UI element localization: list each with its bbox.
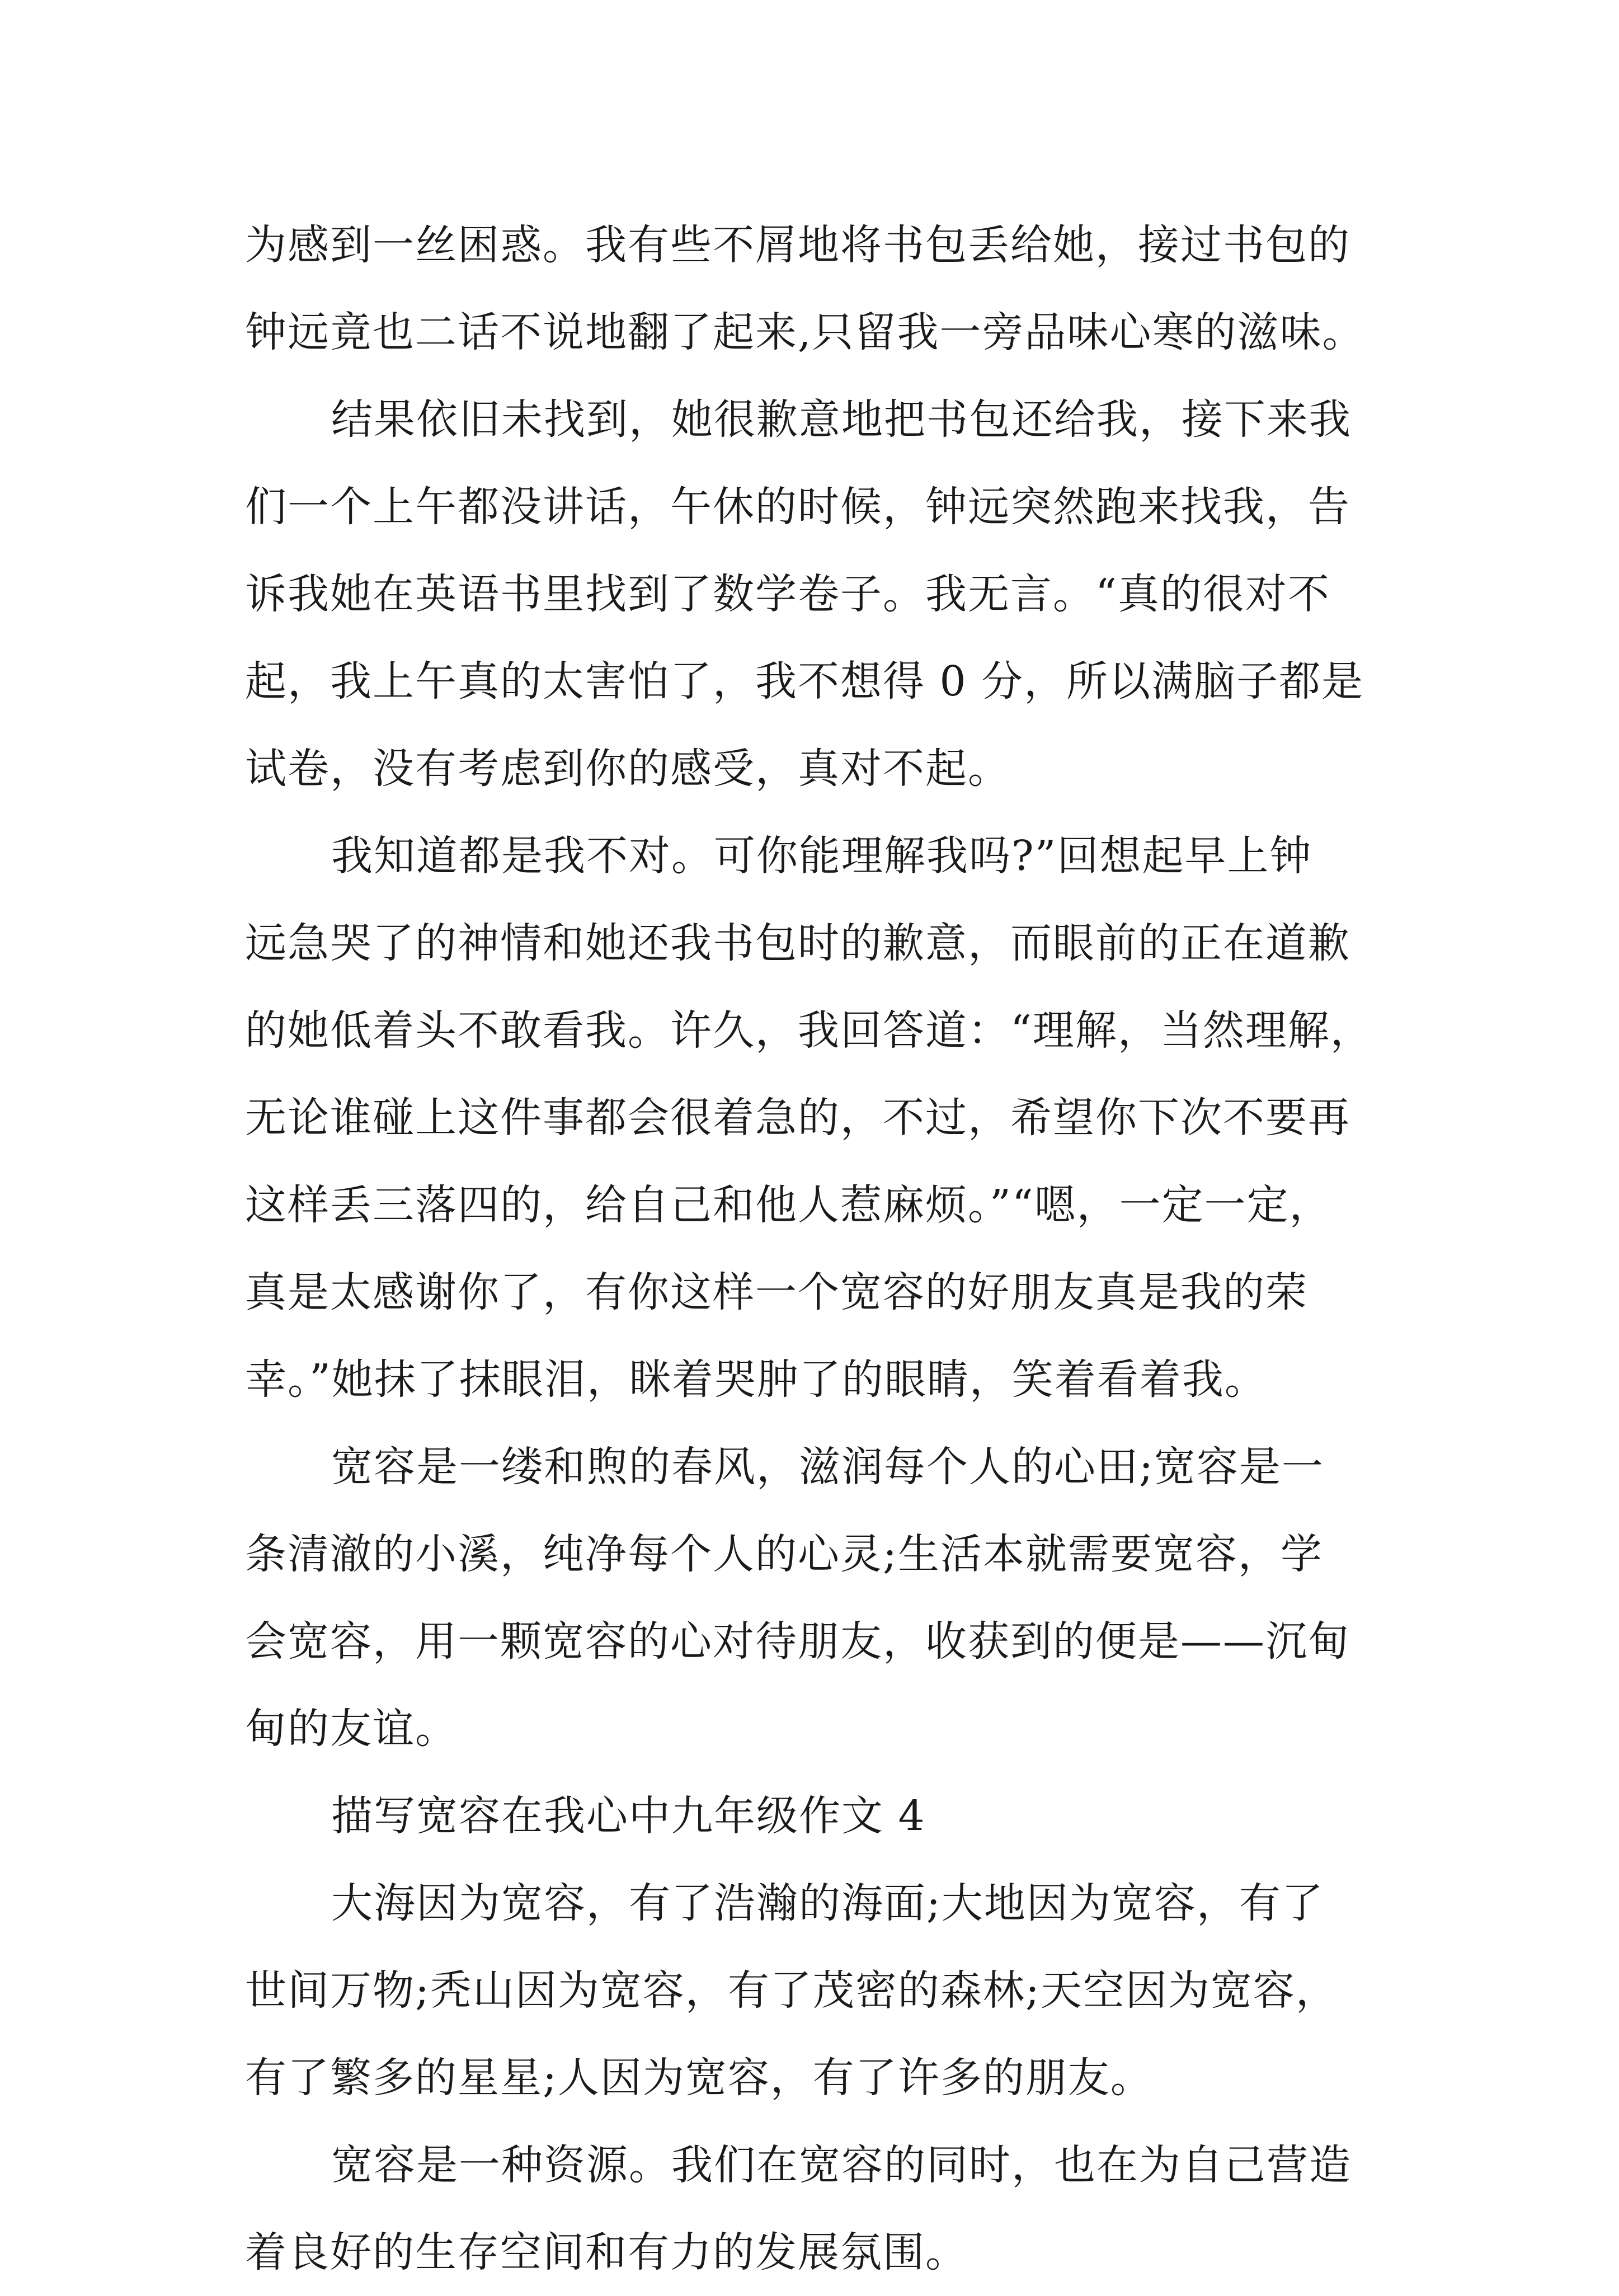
paragraph — [245, 376, 1409, 812]
text-line: 世间万物;秃山因为宽容，有了茂密的森林;天空因为宽容， — [245, 1966, 1338, 2015]
paragraph — [245, 201, 1409, 376]
text-line: 试卷，没有考虑到你的感受，真对不起。 — [245, 745, 1010, 793]
document-body — [245, 201, 1409, 2296]
text-line: 描写宽容在我心中九年级作文 4 — [331, 1792, 926, 1840]
text-line: 这样丢三落四的，给自己和他人惹麻烦。”“嗯，一定一定， — [245, 1181, 1332, 1229]
text-line: 会宽容，用一颗宽容的心对待朋友，收获到的便是——沉甸 — [245, 1617, 1350, 1665]
text-line: 起，我上午真的太害怕了，我不想得 0 分，所以满脑子都是 — [245, 657, 1364, 705]
text-line: 真是太感谢你了，有你这样一个宽容的好朋友真是我的荣 — [245, 1268, 1308, 1316]
paragraph — [245, 1423, 1409, 1772]
text-line: 钟远竟也二话不说地翻了起来,只留我一旁品味心寒的滋味。 — [245, 308, 1365, 356]
text-line: 甸的友谊。 — [245, 1705, 458, 1753]
paragraph — [245, 2121, 1409, 2296]
text-line: 们一个上午都没讲话，午休的时候，钟远突然跑来找我，告 — [245, 483, 1350, 531]
text-line: 有了繁多的星星;人因为宽容，有了许多的朋友。 — [245, 2054, 1153, 2102]
text-line: 幸。”她抹了抹眼泪，眯着哭肿了的眼睛，笑着看着我。 — [245, 1356, 1267, 1404]
text-line: 的她低着头不敢看我。许久，我回答道：“理解，当然理解， — [245, 1006, 1373, 1055]
paragraph — [245, 812, 1409, 1423]
text-line: 宽容是一缕和煦的春风，滋润每个人的心田;宽容是一 — [331, 1443, 1324, 1491]
paragraph — [245, 1772, 1409, 1860]
text-line: 结果依旧未找到，她很歉意地把书包还给我，接下来我 — [331, 396, 1352, 444]
text-line: 为感到一丝困惑。我有些不屑地将书包丢给她，接过书包的 — [245, 221, 1350, 269]
text-line: 诉我她在英语书里找到了数学卷子。我无言。“真的很对不 — [245, 570, 1330, 618]
paragraph — [245, 1860, 1409, 2121]
text-line: 无论谁碰上这件事都会很着急的，不过，希望你下次不要再 — [245, 1094, 1350, 1142]
text-line: 宽容是一种资源。我们在宽容的同时，也在为自己营造 — [331, 2141, 1352, 2189]
text-line: 条清澈的小溪，纯净每个人的心灵;生活本就需要宽容，学 — [245, 1530, 1323, 1578]
text-line: 大海因为宽容，有了浩瀚的海面;大地因为宽容，有了 — [331, 1879, 1324, 1927]
text-line: 着良好的生存空间和有力的发展氛围。 — [245, 2228, 968, 2276]
text-line: 我知道都是我不对。可你能理解我吗?”回想起早上钟 — [331, 832, 1312, 880]
text-line: 远急哭了的神情和她还我书包时的歉意，而眼前的正在道歉 — [245, 919, 1350, 967]
